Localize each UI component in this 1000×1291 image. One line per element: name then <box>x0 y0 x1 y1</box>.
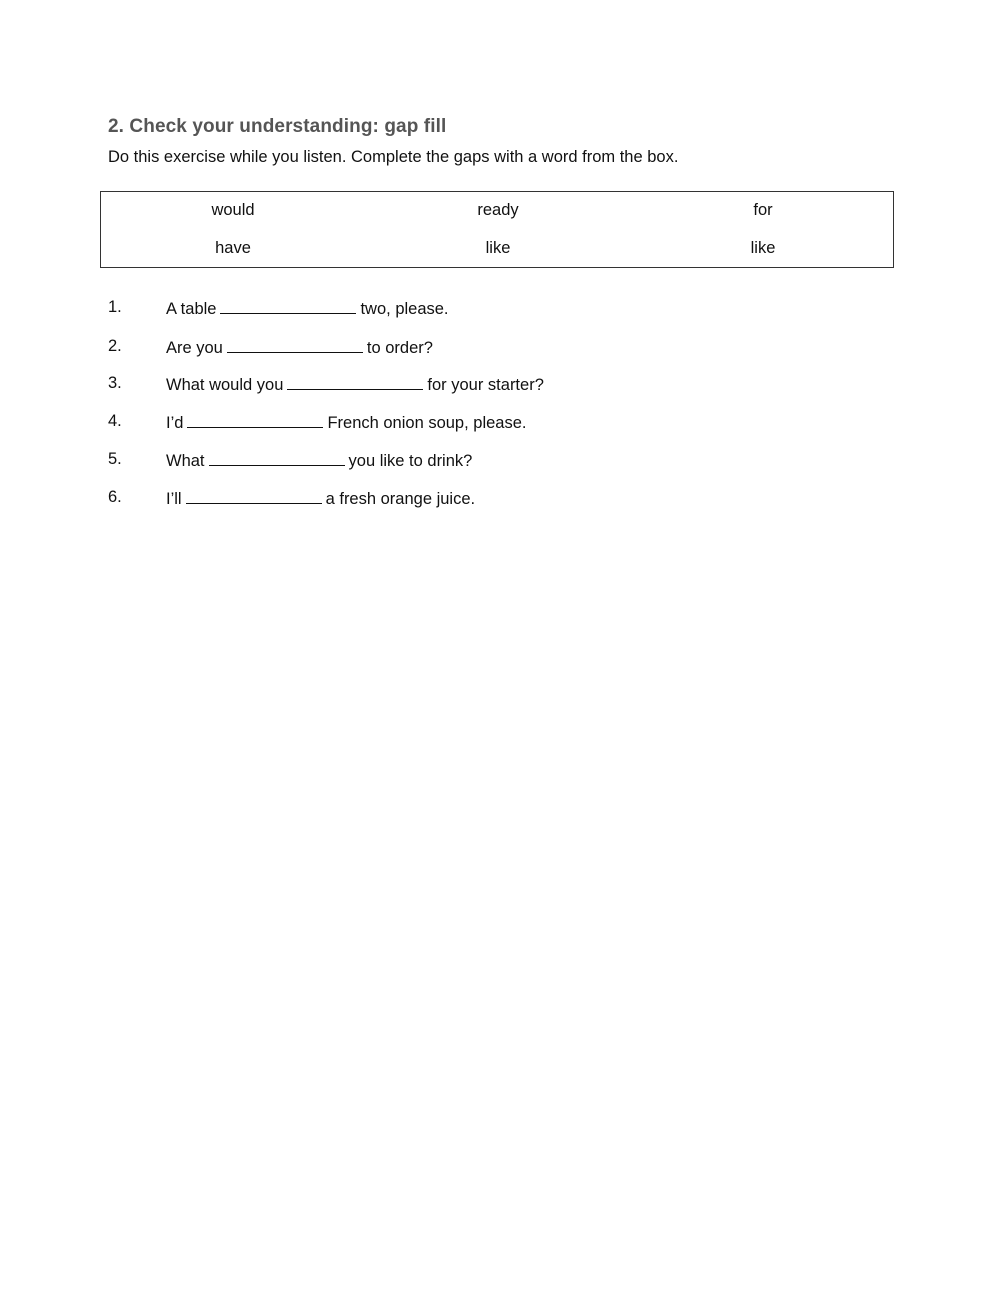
word-box-item: like <box>750 239 776 257</box>
word-box-item: for <box>753 201 773 219</box>
question-number: 4. <box>108 412 122 430</box>
question-number: 6. <box>108 488 122 506</box>
question-text-before: A table <box>166 300 217 318</box>
word-box <box>100 191 894 268</box>
question-text <box>166 450 472 471</box>
question-text-after: you like to drink? <box>348 452 473 470</box>
question-text <box>166 374 544 395</box>
question-text-after: for your starter? <box>427 376 544 394</box>
answer-gap[interactable] <box>209 450 345 466</box>
question-text <box>166 337 433 358</box>
question-text-after: French onion soup, please. <box>327 414 527 432</box>
answer-gap[interactable] <box>287 374 423 390</box>
question-text-before: What would you <box>166 376 284 394</box>
question-text-before: I’ll <box>166 490 182 508</box>
instructions-text: Do this exercise while you listen. Complete the gaps with a word from the box. <box>108 148 679 166</box>
answer-gap[interactable] <box>227 337 363 353</box>
question-text <box>166 412 527 433</box>
word-box-item: like <box>485 239 511 257</box>
question-text-before: What <box>166 452 205 470</box>
section-heading: 2. Check your understanding: gap fill <box>108 116 447 137</box>
question-text-before: Are you <box>166 339 223 357</box>
word-box-item: ready <box>477 201 519 219</box>
answer-gap[interactable] <box>186 488 322 504</box>
question-number: 1. <box>108 298 122 316</box>
question-text-before: I’d <box>166 414 184 432</box>
word-box-item: have <box>215 239 251 257</box>
question-number: 5. <box>108 450 122 468</box>
question-text-after: to order? <box>366 339 433 357</box>
question-number: 2. <box>108 337 122 355</box>
question-text-after: a fresh orange juice. <box>325 490 476 508</box>
question-text <box>166 298 449 319</box>
answer-gap[interactable] <box>220 298 356 314</box>
question-text-after: two, please. <box>360 300 449 318</box>
question-text <box>166 488 475 509</box>
question-number: 3. <box>108 374 122 392</box>
answer-gap[interactable] <box>187 412 323 428</box>
word-box-item: would <box>211 201 255 219</box>
